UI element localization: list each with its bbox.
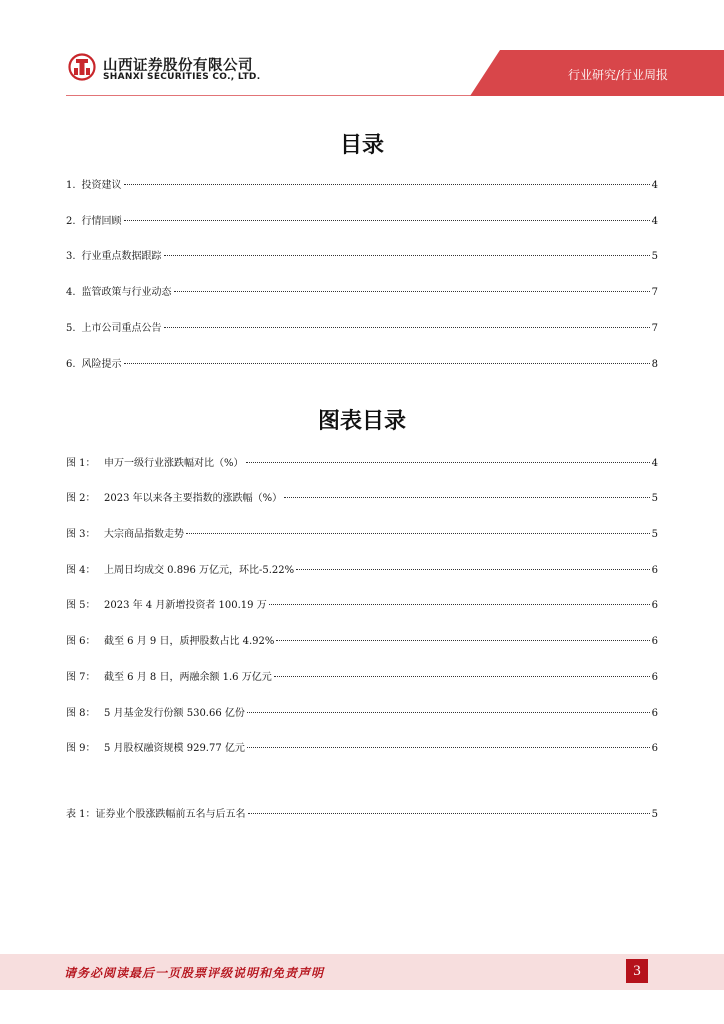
toc-item-page: 8: [651, 359, 658, 370]
figure-number: 图 7：: [66, 672, 96, 683]
figure-page: 5: [651, 529, 658, 540]
toc-item-5[interactable]: [66, 319, 658, 333]
toc-item-number: 1.: [66, 180, 76, 191]
toc-item-page: 7: [651, 323, 658, 334]
company-name-cn: 山西证券股份有限公司: [103, 58, 253, 74]
table-label: 表 1：证券业个股涨跌幅前五名与后五名: [66, 809, 246, 820]
toc-item-page: 5: [651, 251, 658, 262]
figure-label: 截至 6 月 9 日，质押股数占比 4.92%: [104, 636, 275, 647]
figure-number: 图 4：: [66, 565, 96, 576]
dot-leader: [164, 319, 650, 328]
figure-number: 图 1：: [66, 458, 96, 469]
toc-item-3[interactable]: [66, 247, 658, 261]
toc-item-number: 3.: [66, 251, 76, 262]
toc-item-label: 行情回顾: [81, 216, 122, 227]
figures-title: 图表目录: [317, 409, 406, 434]
toc-item-label: 监管政策与行业动态: [81, 287, 172, 298]
figure-label: 大宗商品指数走势: [104, 529, 184, 540]
dot-leader: [296, 561, 649, 570]
figure-label: 申万一级行业涨跌幅对比（%）: [104, 458, 244, 469]
dot-leader: [124, 355, 650, 364]
figure-page: 6: [651, 565, 658, 576]
figure-label: 5 月股权融资规模 929.77 亿元: [104, 743, 245, 754]
figure-page: 6: [651, 708, 658, 719]
dot-leader: [186, 525, 650, 534]
table-item-1[interactable]: [66, 805, 658, 819]
figure-number: 图 3：: [66, 529, 96, 540]
figure-label: 5 月基金发行份额 530.66 亿份: [104, 708, 245, 719]
toc-item-page: 4: [651, 180, 658, 191]
figure-item-5[interactable]: [66, 596, 658, 610]
table-page: 5: [651, 809, 658, 820]
toc-item-number: 6.: [66, 359, 76, 370]
dot-leader: [284, 489, 649, 498]
dot-leader: [247, 704, 650, 713]
dot-leader: [246, 454, 650, 463]
dot-leader: [269, 596, 650, 605]
figure-label: 2023 年以来各主要指数的涨跌幅（%）: [104, 493, 283, 504]
figure-label: 上周日均成交 0.896 万亿元，环比-5.22%: [104, 565, 295, 576]
figure-item-6[interactable]: [66, 632, 658, 646]
figure-item-2[interactable]: [66, 489, 658, 503]
dot-leader: [274, 668, 650, 677]
toc-item-page: 7: [651, 287, 658, 298]
toc-item-label: 行业重点数据跟踪: [81, 251, 162, 262]
dot-leader: [124, 176, 650, 185]
toc-title: 目录: [339, 133, 384, 158]
figure-page: 6: [651, 600, 658, 611]
company-name-en: SHANXI SECURITIES CO., LTD.: [103, 72, 261, 82]
figure-item-7[interactable]: [66, 668, 658, 682]
figure-page: 5: [651, 493, 658, 504]
figure-label: 2023 年 4 月新增投资者 100.19 万: [104, 600, 267, 611]
toc-item-number: 2.: [66, 216, 76, 227]
dot-leader: [124, 212, 650, 221]
toc-item-page: 4: [651, 216, 658, 227]
toc-item-label: 风险提示: [81, 359, 122, 370]
figure-label: 截至 6 月 8 日，两融余额 1.6 万亿元: [104, 672, 272, 683]
figure-page: 6: [651, 672, 658, 683]
toc-item-6[interactable]: [66, 355, 658, 369]
dot-leader: [247, 739, 650, 748]
figure-number: 图 8：: [66, 708, 96, 719]
figure-item-8[interactable]: [66, 704, 658, 718]
dot-leader: [276, 632, 649, 641]
figure-page: 4: [651, 458, 658, 469]
footer-disclaimer: 请务必阅读最后一页股票评级说明和免责声明: [64, 966, 325, 980]
dot-leader: [248, 805, 650, 814]
dot-leader: [174, 283, 650, 292]
report-type-tag: 行业研究/行业周报: [567, 68, 668, 82]
figure-number: 图 9：: [66, 743, 96, 754]
figure-number: 图 6：: [66, 636, 96, 647]
page-header: [0, 0, 724, 96]
figure-item-9[interactable]: [66, 739, 658, 753]
toc-item-2[interactable]: [66, 212, 658, 226]
figure-number: 图 5：: [66, 600, 96, 611]
toc-item-number: 5.: [66, 323, 76, 334]
company-logo-icon: [68, 53, 96, 81]
figure-number: 图 2：: [66, 493, 96, 504]
toc-item-label: 投资建议: [81, 180, 122, 191]
figure-page: 6: [651, 743, 658, 754]
figure-item-3[interactable]: [66, 525, 658, 539]
page-number: 3: [626, 959, 648, 983]
figure-page: 6: [651, 636, 658, 647]
toc-item-number: 4.: [66, 287, 76, 298]
toc-item-4[interactable]: [66, 283, 658, 297]
toc-item-1[interactable]: [66, 176, 658, 190]
dot-leader: [164, 247, 650, 256]
toc-item-label: 上市公司重点公告: [81, 323, 162, 334]
figure-item-4[interactable]: [66, 561, 658, 575]
figure-item-1[interactable]: [66, 454, 658, 468]
